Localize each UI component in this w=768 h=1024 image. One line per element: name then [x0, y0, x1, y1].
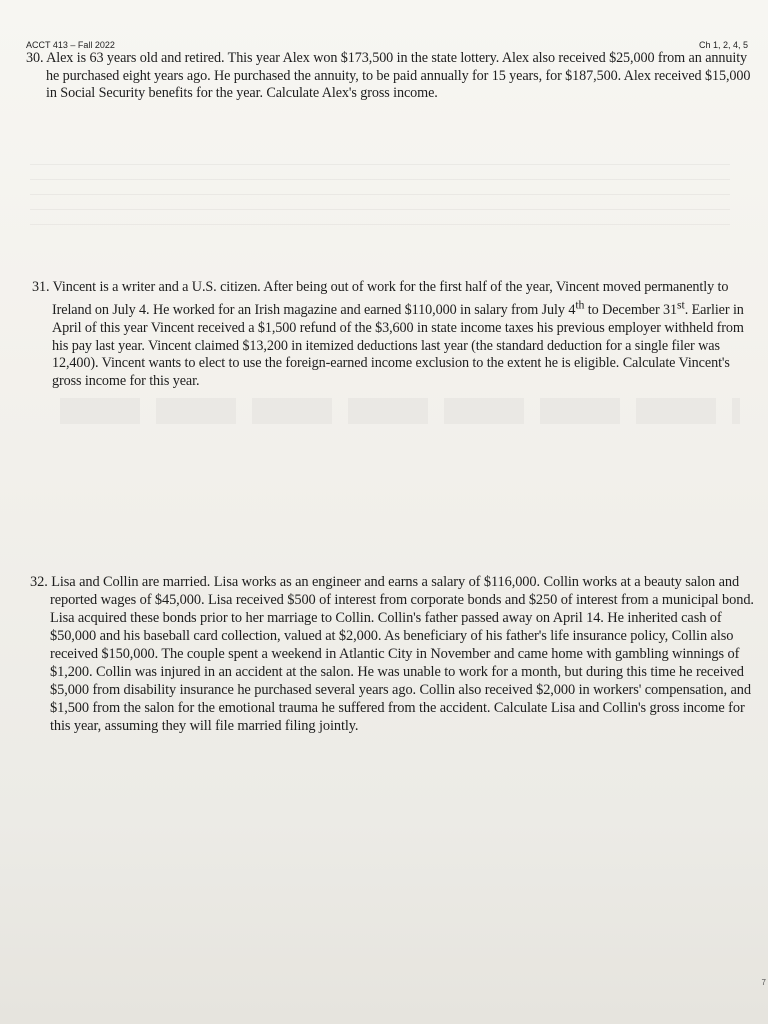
ordinal-suffix: th — [575, 297, 585, 312]
problem-number: 30. — [26, 50, 44, 66]
problem-31 — [32, 279, 750, 390]
margin-mark: 7 — [761, 978, 766, 987]
problem-text — [52, 279, 744, 389]
problem-text: Lisa and Collin are married. Lisa works as an engineer and earns a salary of $116,000. Collin works at a beauty salon and reported wages of $45,000. Lisa received $500 of interest from corporate bonds and $250 of interest from a municipal bond. Lisa acquired these bonds prior to her marriage to Collin. Collin's father passed away on April 14. He inherited cash of $50,000 and his baseball card collection, valued at $2,000. As beneficiary of his father's life insurance policy, Collin also received $150,000. The couple spent a weekend in Atlantic City in November and came home with gambling winnings of $1,200. Collin was injured in an accident at the salon. He was unable to work for a month, but during this time he received $5,000 from disability insurance he purchased several years ago. Collin also received $2,000 in workers' compensation, and $1,500 from the salon for the emotional trauma he suffered from the accident. Calculate Lisa and Collin's gross income for this year, assuming they will file married filing jointly. — [50, 574, 754, 734]
problem-text-part: . Earlier in April of this year Vincent received a $1,500 refund of the $3,600 in state income taxes his previous employer withheld from his pay last year. Vincent claimed $13,200 in itemized deductions last year (the standard deduction for a single filer was 12,400). Vincent wants to elect to use the foreign-earned income exclusion to the extent he is eligible. Calculate Vincent's gross income for this year. — [52, 302, 744, 389]
chapter-label: Ch 1, 2, 4, 5 — [698, 40, 748, 50]
bleed-through-lines — [30, 150, 730, 230]
problem-text: Alex is 63 years old and retired. This year Alex won $173,500 in the state lottery. Alex also received $25,000 from an annuity he purchased eight years ago. He purchased the annuity, to be paid annually for 15 years, for $187,500. Alex received $15,000 in Social Security benefits for the year. Calculate Alex's gross income. — [46, 50, 751, 102]
problem-text-part: to December 31 — [584, 302, 678, 319]
ordinal-suffix: st — [677, 297, 685, 312]
course-label: ACCT 413 – Fall 2022 — [26, 40, 115, 50]
problem-number: 32. — [30, 574, 48, 590]
problem-30 — [26, 50, 754, 103]
problem-number: 31. — [32, 279, 50, 295]
problem-text-part: Vincent is a writer and a U.S. citizen. After being out of work for the first half of the year, Vincent moved permanently to Ireland on July 4. He worked for an Irish magazine and earned $110,000 in salary from July 4 — [52, 279, 729, 319]
problem-32 — [30, 573, 756, 735]
bleed-through-columns — [60, 398, 740, 424]
